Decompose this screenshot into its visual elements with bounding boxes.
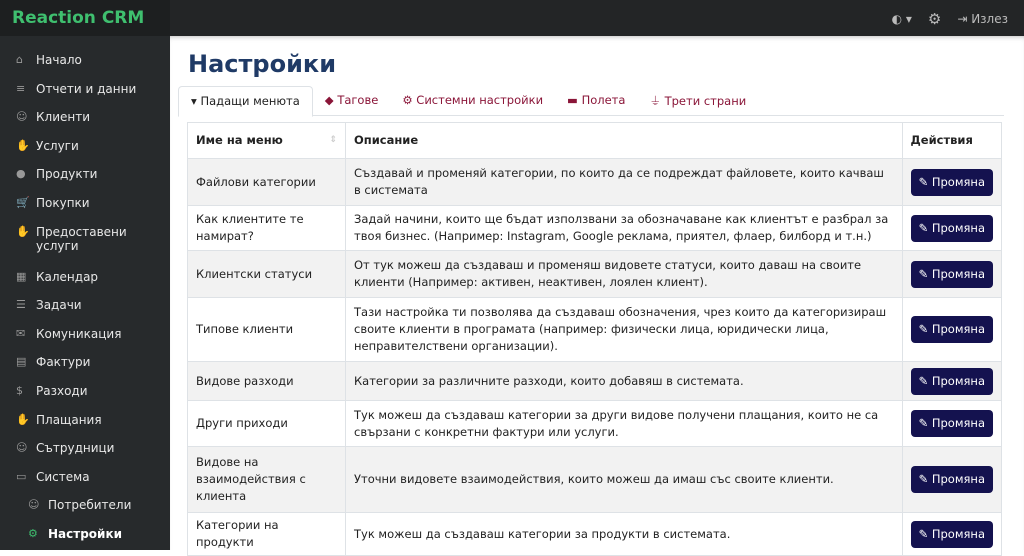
sidebar-icon: ✋ xyxy=(16,412,30,426)
gear-icon[interactable]: ⚙ xyxy=(927,10,942,28)
column-header-name[interactable] xyxy=(188,123,346,159)
sidebar-item[interactable] xyxy=(0,491,170,520)
edit-label: Промяна xyxy=(931,526,985,541)
sidebar-item[interactable] xyxy=(0,291,170,320)
edit-button[interactable] xyxy=(911,410,993,437)
sidebar-item-label: Плащания xyxy=(36,412,102,427)
menu-description: Създавай и променяй категории, по които да се подреждат файловете, които качваш в системата xyxy=(346,159,903,206)
edit-label: Промяна xyxy=(931,322,985,336)
tab-label: Трети страни xyxy=(664,94,747,108)
sidebar-item-label: Система xyxy=(36,469,90,484)
pencil-icon: ✎ xyxy=(918,322,929,336)
sidebar-item[interactable] xyxy=(0,406,170,435)
tabs xyxy=(178,86,1004,116)
table-row xyxy=(188,447,1002,513)
pencil-icon: ✎ xyxy=(918,526,929,541)
tab[interactable] xyxy=(390,86,555,115)
menu-description: Тук можеш да създаваш категории за продукти в системата. xyxy=(346,513,903,556)
edit-label: Промяна xyxy=(931,416,985,430)
sidebar-item[interactable] xyxy=(0,132,170,161)
table-row xyxy=(188,298,1002,362)
sidebar-item-label: Продукти xyxy=(36,167,98,182)
edit-label: Промяна xyxy=(931,266,985,281)
column-header-actions: Действия xyxy=(902,123,1001,159)
sidebar-item-label: Разходи xyxy=(36,383,88,398)
actions-cell xyxy=(902,447,1001,513)
sidebar-item[interactable] xyxy=(0,218,170,263)
sidebar-icon: ☺ xyxy=(16,441,28,455)
sidebar-item[interactable] xyxy=(0,434,170,463)
sidebar-icon: ▦ xyxy=(16,269,27,283)
menu-name: Видове разходи xyxy=(188,362,346,401)
edit-button[interactable] xyxy=(911,316,993,343)
sidebar-item[interactable] xyxy=(0,189,170,218)
menu-description: Тук можеш да създаваш категории за други видове получени плащания, които не са свързани с конкретни фактури или услуги. xyxy=(346,401,903,447)
tab-label: Системни настройки xyxy=(416,93,544,107)
sidebar-item-label: Потребители xyxy=(48,498,132,513)
sidebar-icon: ▭ xyxy=(16,469,27,483)
actions-cell xyxy=(902,401,1001,447)
tab[interactable] xyxy=(313,86,391,115)
table-row xyxy=(188,206,1002,251)
logo[interactable]: Reaction CRM xyxy=(0,0,170,36)
edit-label: Промяна xyxy=(931,220,985,235)
pencil-icon: ✎ xyxy=(918,266,929,281)
edit-button[interactable] xyxy=(911,521,993,548)
sidebar-item-label: Предоставени услуги xyxy=(36,224,127,253)
menu-description: От тук можеш да създаваш и променяш видовете статуси, които даваш на своите клиенти (Например: активен, неактивен, лоялен клиент). xyxy=(346,251,903,298)
sidebar-item[interactable] xyxy=(0,348,170,377)
sidebar-icon: $ xyxy=(16,383,23,397)
pencil-icon: ✎ xyxy=(918,373,929,388)
pencil-icon: ✎ xyxy=(918,220,929,235)
edit-label: Промяна xyxy=(931,174,985,189)
table-row xyxy=(188,401,1002,447)
sidebar-icon: ▤ xyxy=(16,355,27,369)
sidebar-item-label: Настройки xyxy=(48,526,123,541)
sidebar-item[interactable] xyxy=(0,46,170,75)
edit-button[interactable] xyxy=(911,169,993,196)
sidebar-item[interactable] xyxy=(0,320,170,349)
menu-name: Как клиентите те намират? xyxy=(188,206,346,251)
sidebar-item[interactable] xyxy=(0,160,170,189)
table-row xyxy=(188,513,1002,556)
menu-name: Други приходи xyxy=(188,401,346,447)
menu-name: Категории на продукти xyxy=(188,513,346,556)
sidebar-item[interactable] xyxy=(0,263,170,292)
sidebar-item[interactable] xyxy=(0,75,170,104)
sidebar-item-label: Сътрудници xyxy=(36,441,115,456)
tab-icon: ▬ xyxy=(567,93,578,107)
sidebar-icon: ⚙ xyxy=(28,526,38,540)
tab[interactable] xyxy=(178,86,313,117)
sidebar-item-label: Календар xyxy=(36,269,99,284)
tab-icon: ▾ xyxy=(191,94,197,108)
sidebar-item-label: Комуникация xyxy=(36,326,122,341)
tab[interactable] xyxy=(637,86,758,115)
menu-name: Файлови категории xyxy=(188,159,346,206)
sidebar-item-label: Отчети и данни xyxy=(36,81,137,96)
tab-icon: ⏚ xyxy=(649,94,661,108)
menu-description: Категории за различните разходи, които добавяш в системата. xyxy=(346,362,903,401)
page-title: Настройки xyxy=(188,50,337,78)
logout-button[interactable] xyxy=(957,12,1008,26)
sidebar-item[interactable] xyxy=(0,520,170,549)
table-row xyxy=(188,159,1002,206)
sidebar-icon: 🛒 xyxy=(16,195,30,209)
sidebar-icon: ☺ xyxy=(16,110,28,124)
tab-icon: ◆ xyxy=(324,93,334,107)
actions-cell xyxy=(902,159,1001,206)
edit-label: Промяна xyxy=(931,373,985,388)
pencil-icon: ✎ xyxy=(918,416,929,430)
logout-icon: ⇥ xyxy=(957,12,972,26)
sidebar-icon: ✉ xyxy=(16,326,26,340)
pencil-icon: ✎ xyxy=(918,174,929,189)
edit-button[interactable] xyxy=(911,215,993,242)
top-bar xyxy=(0,0,1024,36)
actions-cell xyxy=(902,251,1001,298)
menu-description: Уточни видовете взаимодействия, които можеш да имаш със своите клиенти. xyxy=(346,447,903,513)
table-row xyxy=(188,251,1002,298)
sidebar-item[interactable] xyxy=(0,103,170,132)
sidebar-icon: ≡ xyxy=(16,81,26,95)
settings-table xyxy=(187,122,1002,556)
tab[interactable] xyxy=(555,86,637,115)
actions-cell xyxy=(902,513,1001,556)
sidebar-icon: ✋ xyxy=(16,138,30,152)
column-header-description: Описание xyxy=(346,123,903,159)
sidebar-item-label: Задачи xyxy=(36,298,82,313)
sidebar-icon: ✋ xyxy=(16,224,30,238)
sidebar-icon: ☺ xyxy=(28,498,40,512)
sidebar-item[interactable] xyxy=(0,377,170,406)
main-content xyxy=(170,36,1024,550)
sidebar-item[interactable] xyxy=(0,463,170,492)
logout-label: Излез xyxy=(971,12,1008,26)
menu-description: Задай начини, които ще бъдат използвани за обозначаване как клиентът е разбрал за твоя бизнес. (Например: Instagram, Google реклама, приятел, флаер, билборд и т.н.) xyxy=(346,206,903,251)
actions-cell xyxy=(902,206,1001,251)
tab-label: Падащи менюта xyxy=(200,94,300,108)
edit-button[interactable] xyxy=(911,466,993,493)
sidebar-item-label: Покупки xyxy=(36,195,90,210)
menu-name: Видове на взаимодействия с клиента xyxy=(188,447,346,513)
edit-button[interactable] xyxy=(911,261,993,288)
sidebar-item-label: Услуги xyxy=(36,138,79,153)
header-label: Име на меню xyxy=(196,133,283,147)
sidebar-icon: ⌂ xyxy=(16,53,23,66)
pencil-icon: ✎ xyxy=(918,472,929,486)
menu-name: Типове клиенти xyxy=(188,298,346,362)
tab-label: Тагове xyxy=(337,93,379,107)
actions-cell xyxy=(902,298,1001,362)
sidebar-icon: ● xyxy=(16,167,26,181)
sidebar-item-label: Фактури xyxy=(36,355,91,370)
contrast-icon[interactable]: ◐ ▾ xyxy=(891,12,912,26)
menu-name: Клиентски статуси xyxy=(188,251,346,298)
sidebar-item-label: Начало xyxy=(36,53,82,67)
sidebar-item-label: Клиенти xyxy=(36,110,91,125)
edit-label: Промяна xyxy=(931,472,985,486)
edit-button[interactable] xyxy=(911,368,993,395)
tab-icon: ⚙ xyxy=(402,93,413,107)
tab-label: Полета xyxy=(581,93,626,107)
sidebar xyxy=(0,36,170,550)
sort-icon[interactable]: ⇕ xyxy=(329,135,337,145)
actions-cell xyxy=(902,362,1001,401)
menu-description: Тази настройка ти позволява да създаваш обозначения, чрез които да категоризираш своите клиенти в програмата (например: физически лица, юридически лица, неправителствени организации). xyxy=(346,298,903,362)
table-row xyxy=(188,362,1002,401)
sidebar-icon: ☰ xyxy=(16,298,26,312)
